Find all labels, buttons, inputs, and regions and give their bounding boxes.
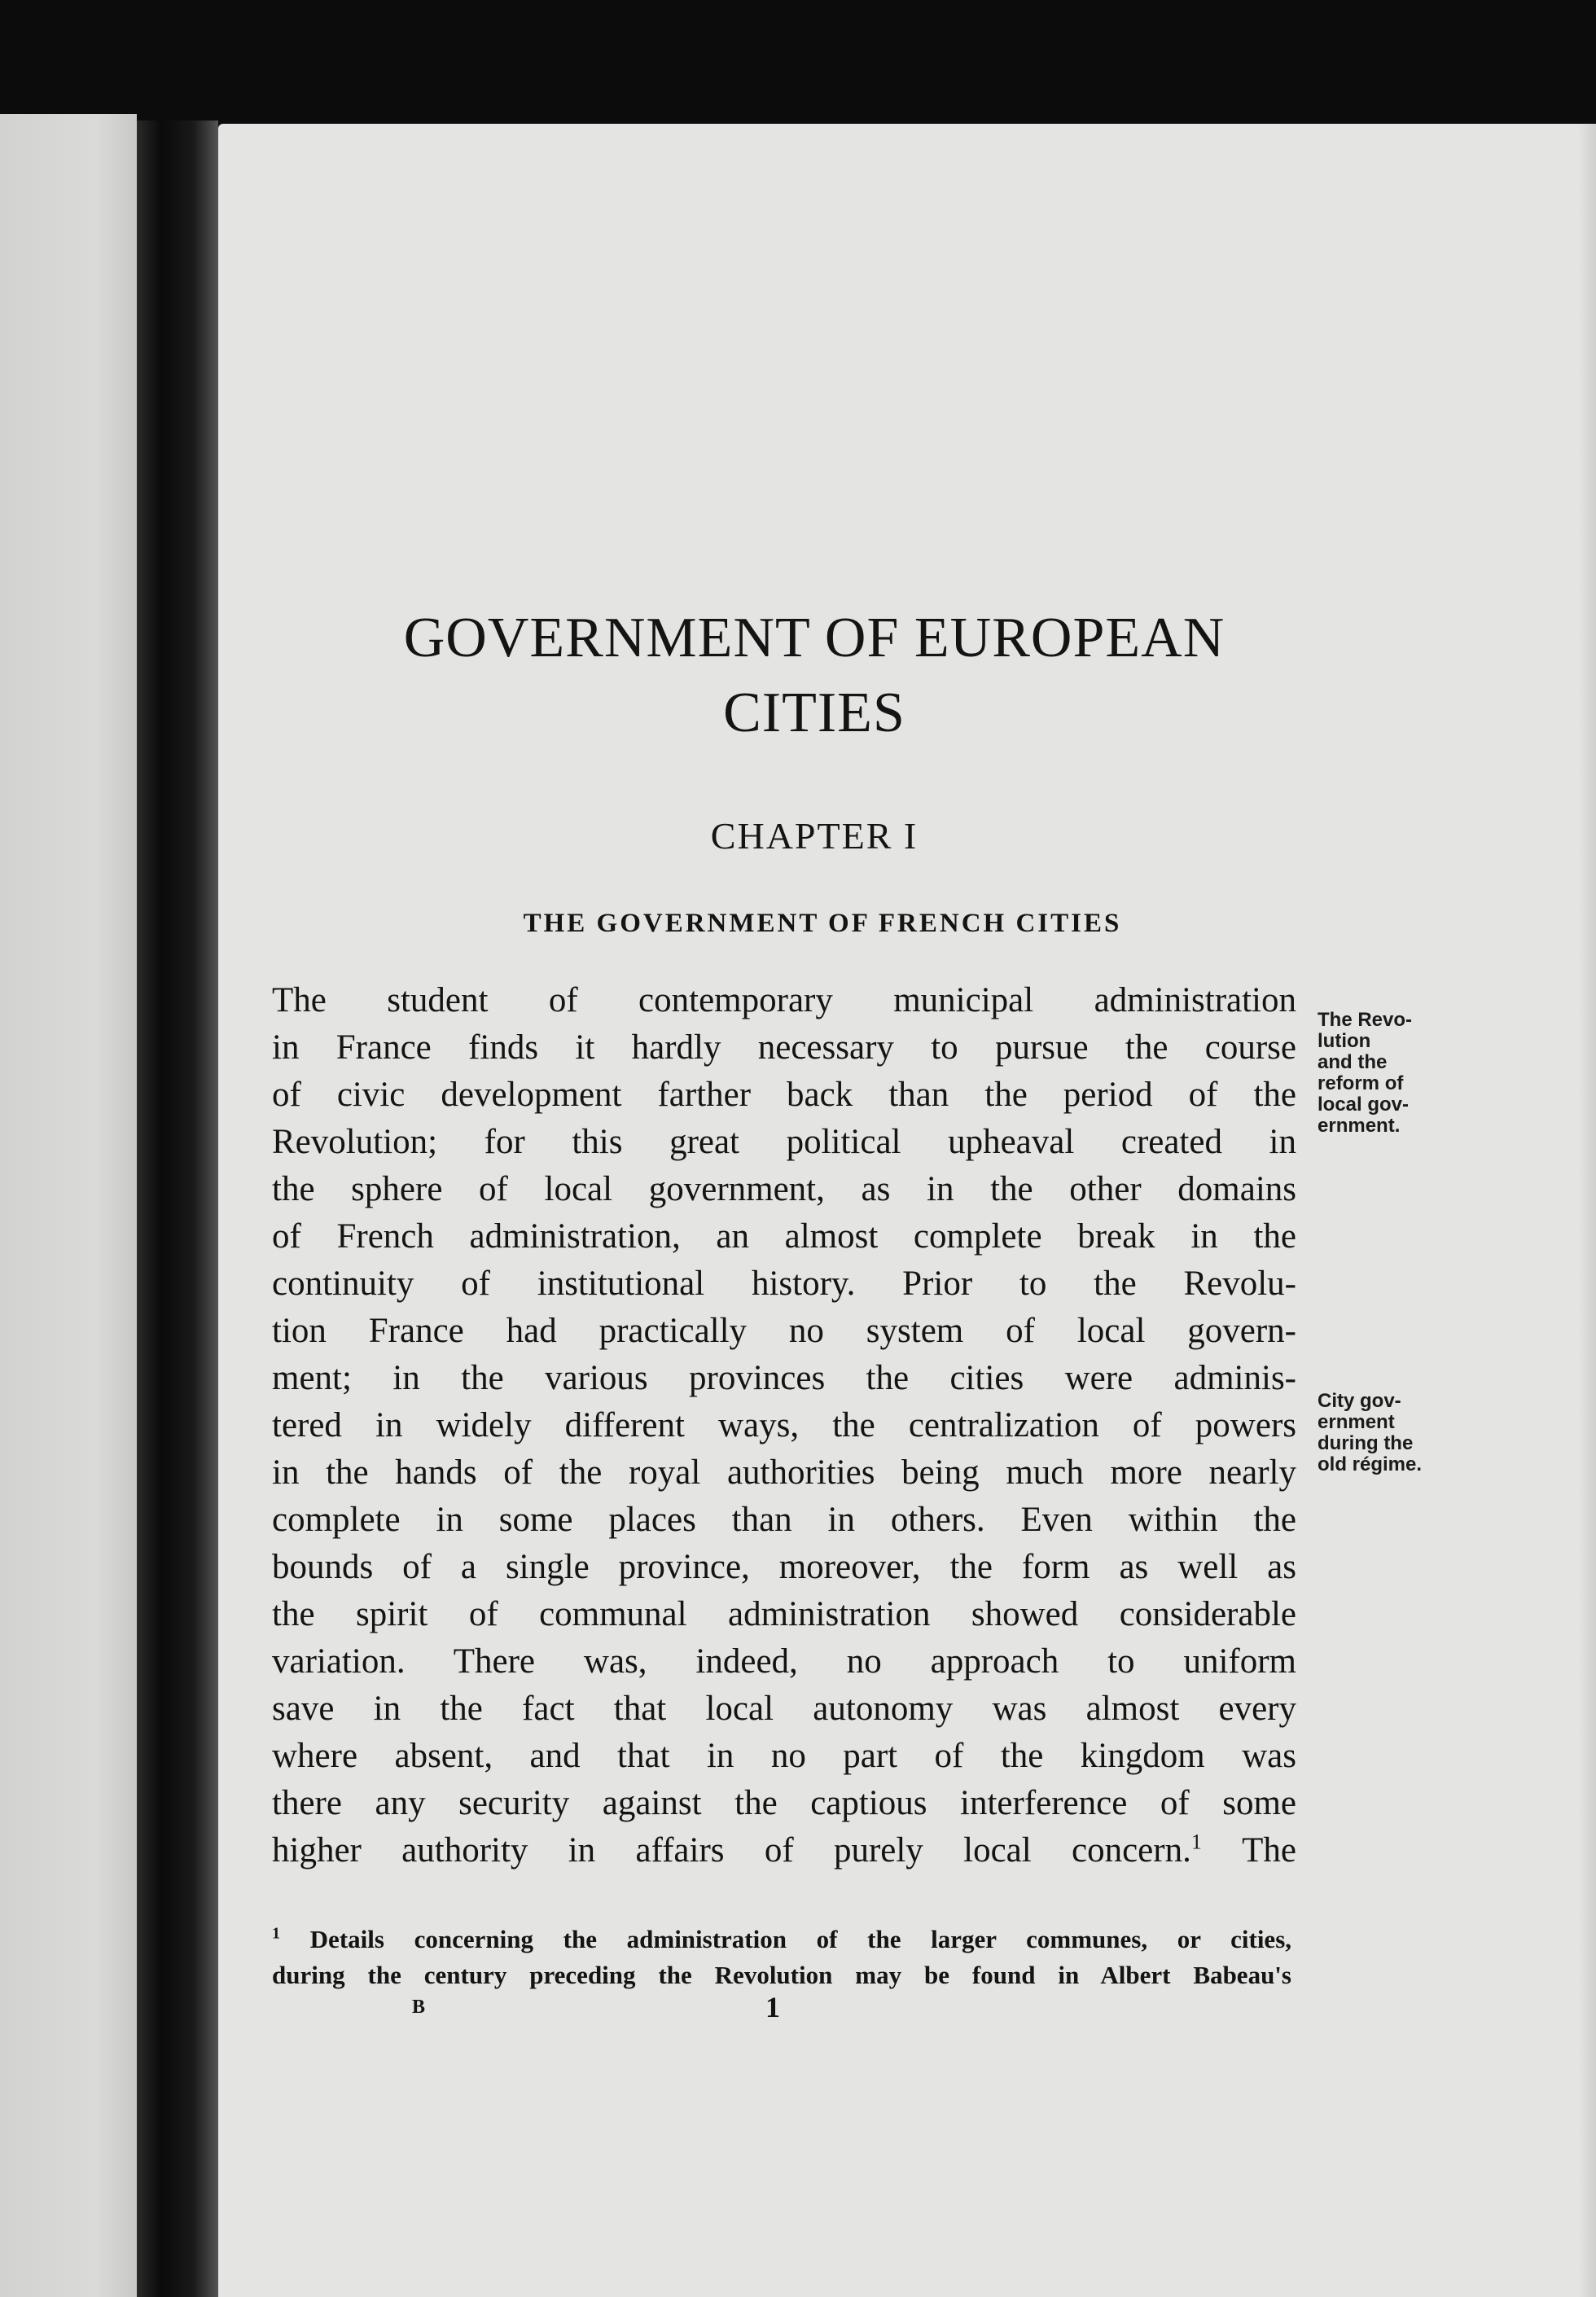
body-line: variation. There was, indeed, no approach to uniform bbox=[272, 1642, 1296, 1681]
page-right-edge bbox=[1578, 124, 1596, 2297]
facing-page-edge bbox=[0, 114, 137, 2297]
footnote-line-text: Details concerning the administration of the larger communes, or cities, bbox=[309, 1925, 1292, 1953]
footnote-marker: 1 bbox=[272, 1924, 280, 1943]
body-line: of civic development farther back than the period of the bbox=[272, 1076, 1296, 1114]
margin-note-line: old régime. bbox=[1318, 1453, 1423, 1475]
margin-note-line: ernment. bbox=[1318, 1115, 1401, 1137]
footnote-reference: 1 bbox=[1190, 1830, 1202, 1854]
margin-note-line: ernment bbox=[1318, 1411, 1395, 1433]
book-title bbox=[326, 601, 1303, 751]
body-line: in France finds it hardly necessary to pursue the course bbox=[272, 1028, 1296, 1067]
footnote-line: during the century preceding the Revolution may be found in Albert Babeau's bbox=[272, 1961, 1291, 1989]
book-title-line-1: GOVERNMENT OF EUROPEAN bbox=[403, 607, 1226, 669]
body-line: The student of contemporary municipal administration bbox=[272, 981, 1296, 1019]
margin-note-line: City gov- bbox=[1318, 1390, 1401, 1412]
book-title-line-2: CITIES bbox=[723, 682, 905, 744]
body-line: the sphere of local government, as in the other domains bbox=[272, 1170, 1296, 1208]
margin-note-revolution bbox=[1318, 1010, 1480, 1137]
chapter-heading: CHAPTER I bbox=[710, 815, 919, 857]
page-number: 1 bbox=[765, 1991, 780, 2023]
body-line-trail: The bbox=[1242, 1831, 1296, 1870]
margin-note-line: reform of bbox=[1318, 1072, 1404, 1094]
body-line-text: higher authority in affairs of purely local concern. bbox=[272, 1831, 1191, 1870]
body-line-last bbox=[272, 1827, 1296, 1874]
margin-note-line: local gov- bbox=[1318, 1094, 1410, 1116]
footnote bbox=[272, 1922, 1291, 1993]
margin-note-line: during the bbox=[1318, 1432, 1414, 1454]
body-line: Revolution; for this great political upheaval created in bbox=[272, 1123, 1296, 1161]
body-line: where absent, and that in no part of the kingdom was bbox=[272, 1737, 1296, 1775]
book-spine bbox=[137, 121, 218, 2297]
scan-border bbox=[0, 0, 1596, 134]
margin-note-old-regime bbox=[1318, 1391, 1480, 1475]
body-line: save in the fact that local autonomy was almost every bbox=[272, 1690, 1296, 1728]
signature-mark: B bbox=[412, 1997, 426, 2018]
margin-note-line: and the bbox=[1318, 1051, 1388, 1073]
body-line: tered in widely different ways, the centralization of powers bbox=[272, 1406, 1296, 1444]
body-line: of French administration, an almost complete break in the bbox=[272, 1217, 1296, 1256]
body-line: complete in some places than in others. Even within the bbox=[272, 1501, 1296, 1539]
body-line: in the hands of the royal authorities being much more nearly bbox=[272, 1453, 1296, 1492]
margin-note-line: lution bbox=[1318, 1030, 1371, 1052]
footnote-line bbox=[272, 1922, 1291, 1957]
margin-note-line: The Revo- bbox=[1318, 1009, 1413, 1031]
body-line: continuity of institutional history. Prior to the Revolu- bbox=[272, 1265, 1296, 1303]
body-line: tion France had practically no system of local govern- bbox=[272, 1312, 1296, 1350]
body-line: bounds of a single province, moreover, the form as well as bbox=[272, 1548, 1296, 1586]
body-line: the spirit of communal administration showed considerable bbox=[272, 1595, 1296, 1633]
body-line: ment; in the various provinces the cities were adminis- bbox=[272, 1359, 1296, 1397]
body-line: there any security against the captious interference of some bbox=[272, 1784, 1296, 1822]
section-heading: THE GOVERNMENT OF FRENCH CITIES bbox=[523, 909, 1122, 938]
body-text bbox=[272, 977, 1296, 1874]
